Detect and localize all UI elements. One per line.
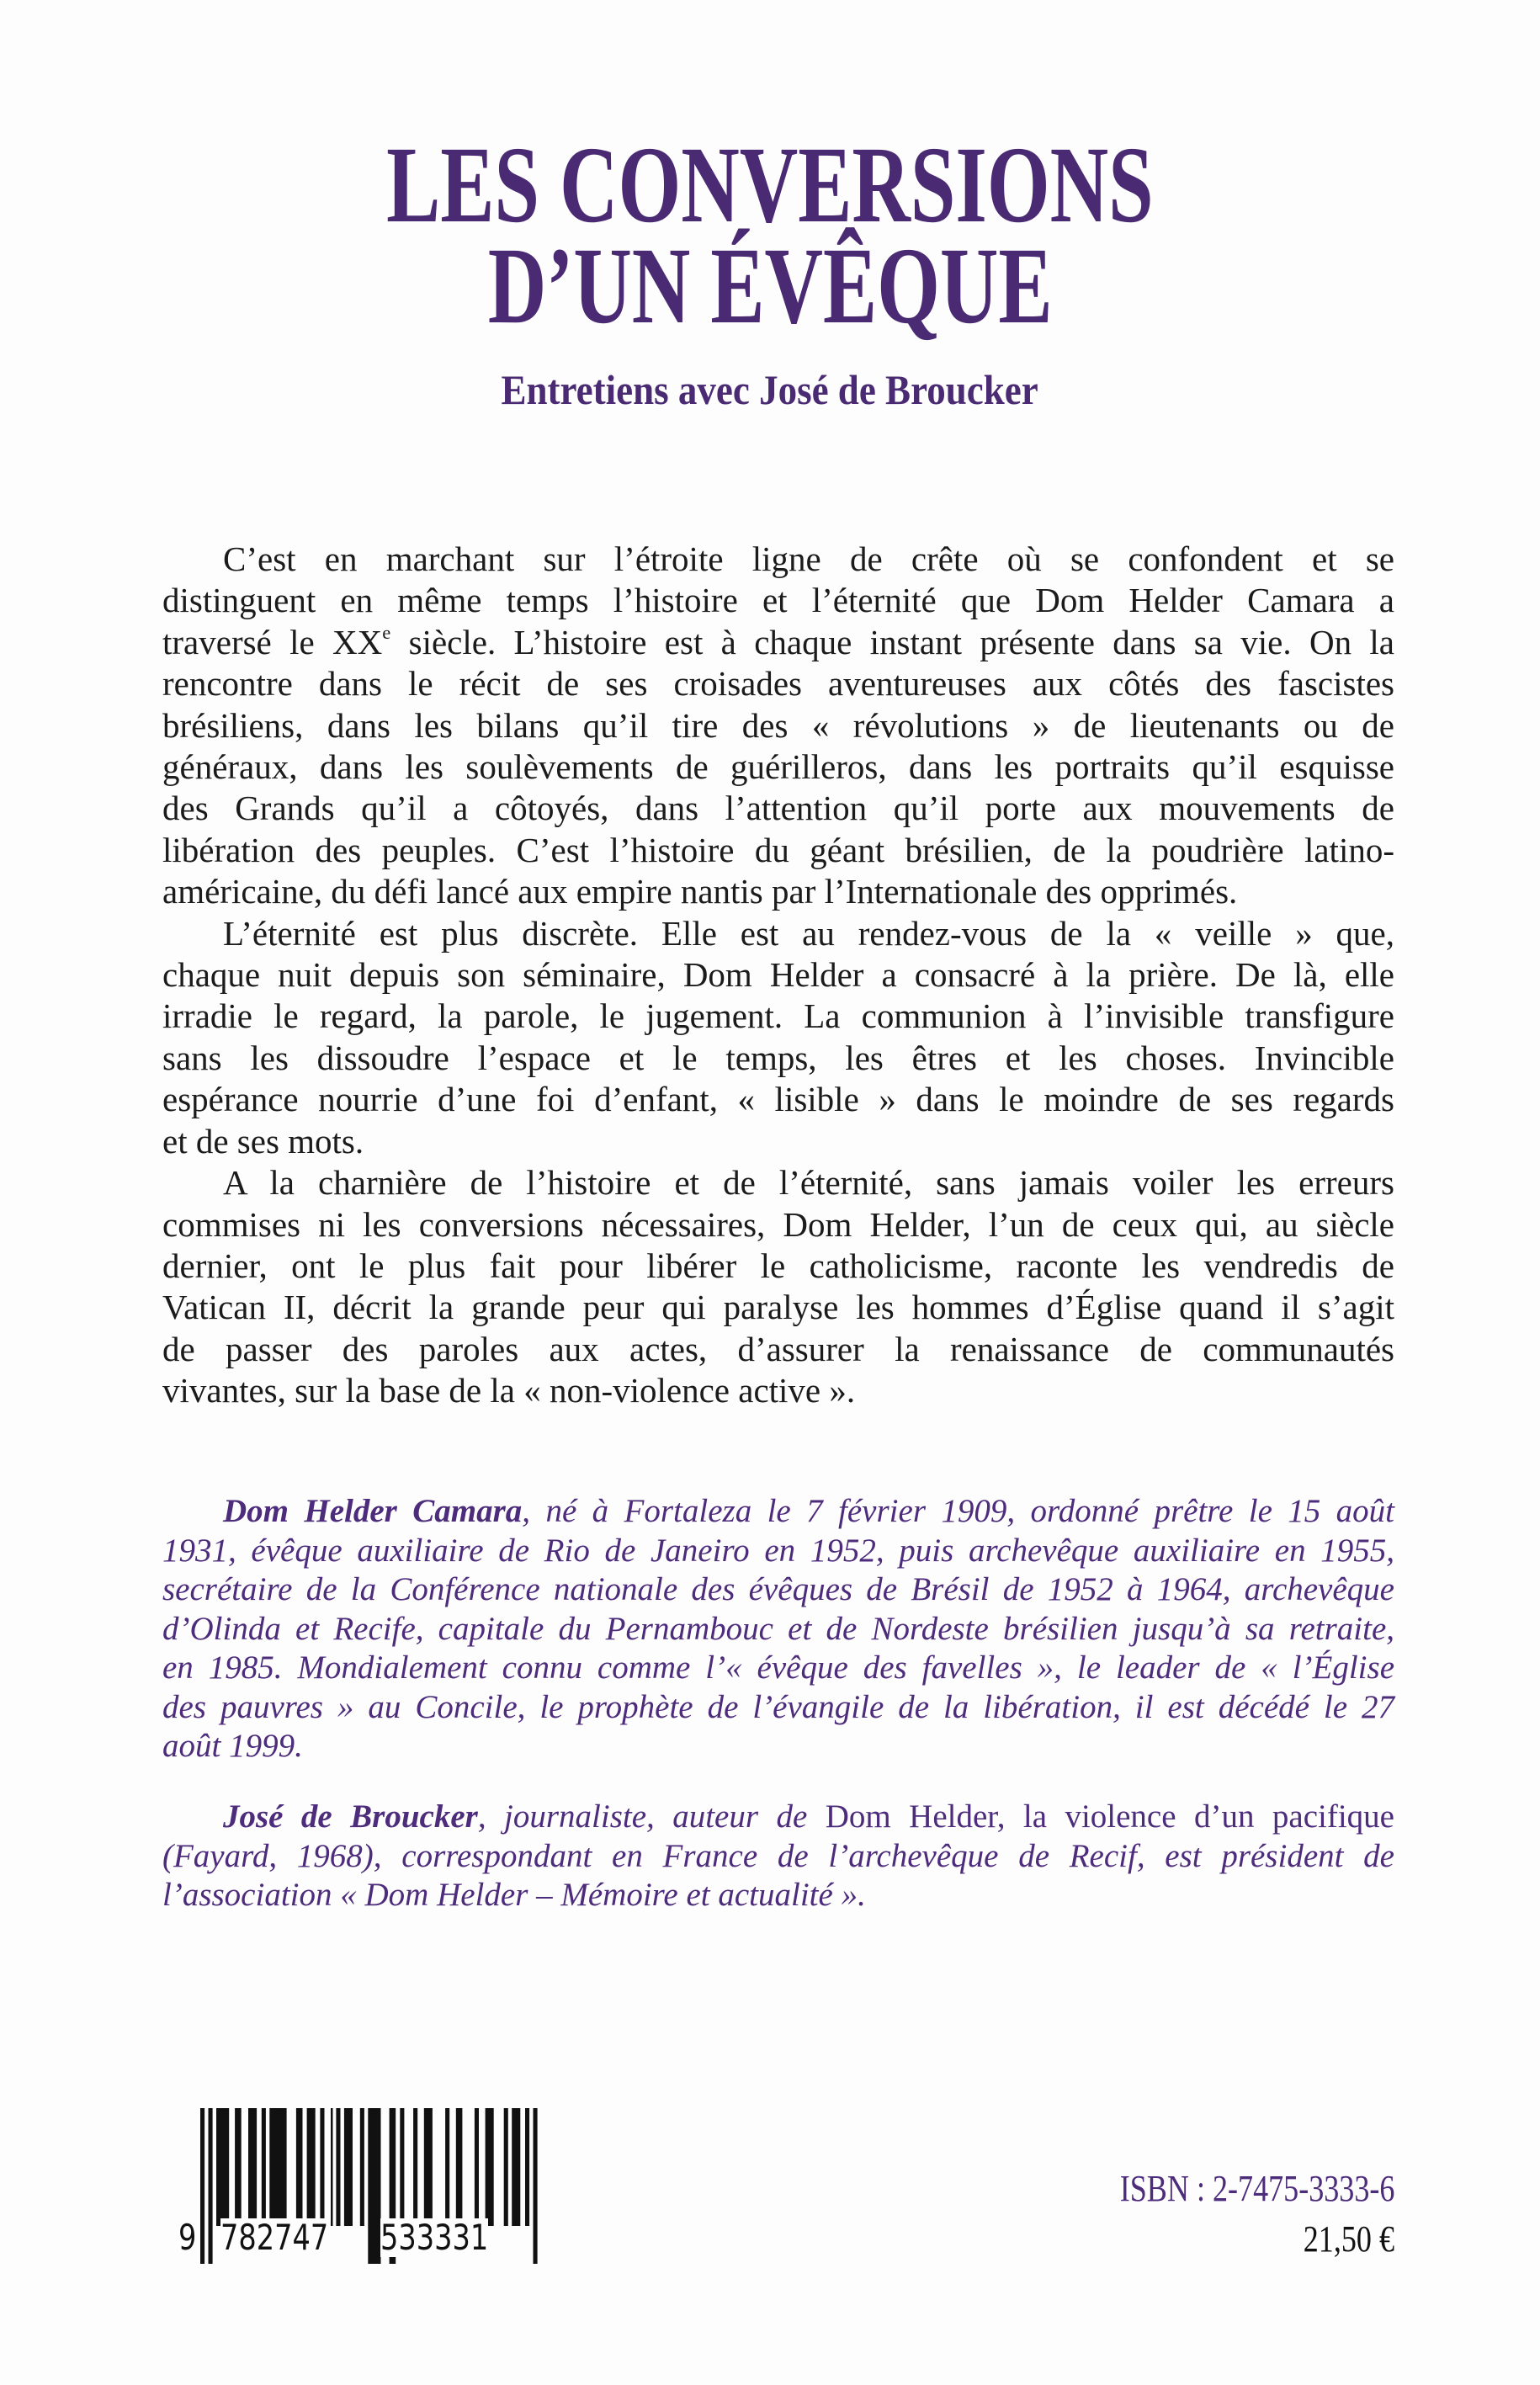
text-line: [162, 663, 1394, 704]
text-line: [162, 705, 1394, 746]
barcode-bar: [424, 2108, 433, 2226]
barcode-bar: [445, 2108, 449, 2226]
text-line: [162, 1121, 1394, 1162]
text-segment: secrétaire de la Conférence nationale des évêques de Brésil de 1952 à 1964, archevêque: [162, 1571, 1394, 1607]
text-segment: août 1999.: [162, 1728, 303, 1764]
text-line: [162, 1837, 1394, 1877]
text-segment: distinguent en même temps l’histoire et l’éternité que Dom Helder Camara a: [162, 581, 1394, 620]
barcode-bar: [512, 2108, 520, 2226]
text-line: [162, 1162, 1394, 1203]
book-subtitle: Entretiens avec José de Broucker: [501, 366, 1039, 413]
barcode-bar: [331, 2108, 333, 2226]
barcode-digit-first: 9: [178, 2217, 197, 2258]
text-line: [162, 996, 1394, 1037]
barcode-bar: [344, 2108, 353, 2226]
text-segment: de passer des paroles aux actes, d’assurer la renaissance de communautés: [162, 1329, 1394, 1368]
text-line: [162, 580, 1394, 621]
price: 21,50 €: [1303, 2218, 1394, 2260]
barcode-bar: [248, 2108, 257, 2226]
text-segment: A la charnière de l’histoire et de l’éternité, sans jamais voiler les erreurs: [223, 1163, 1394, 1203]
text-line: [162, 830, 1394, 871]
author-biography: [162, 1492, 1394, 1766]
barcode-bar: [307, 2108, 316, 2226]
blurb-text: [162, 539, 1394, 1412]
text-line: [162, 1532, 1394, 1571]
text-segment: 1931, évêque auxiliaire de Rio de Janeiro en 1952, puis archevêque auxiliaire en 1955,: [162, 1532, 1394, 1569]
text-line: [162, 788, 1394, 829]
barcode-bar: [504, 2108, 508, 2226]
text-segment: rencontre dans le récit de ses croisades aventureuses aux côtés des fascistes: [162, 664, 1394, 704]
barcode-bar: [475, 2108, 479, 2226]
barcode-bar: [400, 2108, 404, 2226]
barcode-bar: [413, 2108, 417, 2226]
text-segment: , journaliste, auteur de: [477, 1798, 826, 1835]
text-line: [162, 1287, 1394, 1328]
text-segment: L’éternité est plus discrète. Elle est au rendez-vous de la « veille » que,: [223, 913, 1394, 953]
text-segment: généraux, dans les soulèvements de guérilleros, dans les portraits qu’il esquisse: [162, 747, 1394, 787]
text-segment: C’est en marchant sur l’étroite ligne de crête où se confondent et se: [223, 539, 1394, 578]
text-segment: brésiliens, dans les bilans qu’il tire des « révolutions » de lieutenants ou de: [162, 705, 1394, 745]
barcode-digits-left: 782747: [220, 2217, 329, 2258]
text-line: [162, 1370, 1394, 1411]
text-line: [162, 1492, 1394, 1532]
text-line: [162, 871, 1394, 912]
text-segment: et de ses mots.: [162, 1121, 364, 1161]
text-segment: américaine, du défi lancé aux empire nantis par l’Internationale des opprimés.: [162, 872, 1238, 911]
barcode-bar: [269, 2108, 286, 2226]
text-line: [162, 1688, 1394, 1728]
text-line: [162, 1610, 1394, 1649]
barcode-digits-right: 533331: [380, 2217, 489, 2258]
text-segment: siècle. L’histoire est à chaque instant présente dans sa vie. On la: [390, 622, 1394, 661]
name-bold: José de Broucker: [223, 1798, 478, 1835]
text-segment: dernier, ont le plus fait pour libérer le catholicisme, raconte les vendredis de: [162, 1246, 1394, 1285]
barcode-bar: [262, 2108, 266, 2226]
book-title-reference: Dom Helder, la violence d’un pacifique: [825, 1798, 1394, 1835]
barcode-bar: [534, 2108, 538, 2264]
text-segment: l’association « Dom Helder – Mémoire et actualité ».: [162, 1877, 866, 1913]
text-segment: d’Olinda et Recife, capitale du Pernambouc et de Nordeste brésilien jusqu’à sa retraite,: [162, 1610, 1394, 1647]
text-segment: en 1985. Mondialement connu comme l’« évêque des favelles », le leader de « l’Église: [162, 1649, 1394, 1686]
barcode-bar: [320, 2108, 324, 2226]
barcode-bar: [368, 2108, 380, 2264]
book-title-line-2: D’UN ÉVÊQUE: [487, 226, 1053, 347]
text-segment: commises ni les conversions nécessaires, Dom Helder, l’un de ceux qui, au siècle: [162, 1204, 1394, 1244]
barcode-bar: [525, 2108, 529, 2226]
text-segment: Vatican II, décrit la grande peur qui paralyse les hommes d’Église quand il s’agit: [162, 1288, 1394, 1327]
text-line: [162, 1570, 1394, 1610]
book-title-line-1: LES CONVERSIONS: [386, 125, 1154, 246]
text-segment: chaque nuit depuis son séminaire, Dom Helder a consacré à la prière. De là, elle: [162, 955, 1394, 995]
text-segment: (Fayard, 1968), correspondant en France de l’archevêque de Recif, est président de: [162, 1837, 1394, 1874]
text-line: [162, 913, 1394, 954]
text-line: [162, 622, 1394, 663]
name-bold: Dom Helder Camara: [223, 1493, 523, 1529]
text-segment: , né à Fortaleza le 7 février 1909, ordonné prêtre le 15 août: [522, 1493, 1395, 1529]
text-segment: espérance nourrie d’une foi d’enfant, « lisible » dans le moindre de ses regards: [162, 1080, 1394, 1119]
text-line: [162, 1876, 1394, 1915]
text-line: [162, 954, 1394, 996]
isbn: ISBN : 2-7475-3333-6: [1119, 2168, 1394, 2209]
interviewer-biography: [162, 1798, 1394, 1915]
barcode-bar: [360, 2108, 364, 2226]
text-segment: irradie le regard, la parole, le jugement. La communion à l’invisible transfigure: [162, 996, 1394, 1036]
barcode-bar: [486, 2108, 494, 2226]
text-segment: traversé le XX: [162, 622, 383, 661]
barcode-bar: [200, 2108, 204, 2264]
text-segment: sans les dissoudre l’espace et le temps, les êtres et les choses. Invincible: [162, 1038, 1394, 1077]
barcode-bar: [456, 2108, 463, 2226]
text-line: [162, 1329, 1394, 1370]
text-line: [162, 746, 1394, 788]
text-line: [162, 1079, 1394, 1120]
text-segment: libération des peuples. C’est l’histoire du géant brésilien, de la poudrière latino-: [162, 830, 1394, 869]
text-segment: des pauvres » au Concile, le prophète de l’évangile de la libération, il est décédé le 27: [162, 1688, 1394, 1725]
text-line: [162, 1038, 1394, 1079]
text-line: [162, 1727, 1394, 1766]
barcode-bar: [296, 2108, 303, 2226]
text-line: [162, 1246, 1394, 1287]
text-line: [162, 539, 1394, 580]
text-line: [162, 1798, 1394, 1837]
text-segment: vivantes, sur la base de la « non-violence active ».: [162, 1371, 856, 1410]
text-line: [162, 1204, 1394, 1246]
text-line: [162, 1649, 1394, 1688]
barcode-bar: [216, 2108, 229, 2226]
barcode-bar: [235, 2108, 242, 2226]
text-segment: des Grands qu’il a côtoyés, dans l’attention qu’il porte aux mouvements de: [162, 789, 1394, 828]
barcode-bar: [336, 2108, 340, 2226]
barcode-bar: [209, 2108, 213, 2264]
text-segment: e: [382, 621, 391, 643]
